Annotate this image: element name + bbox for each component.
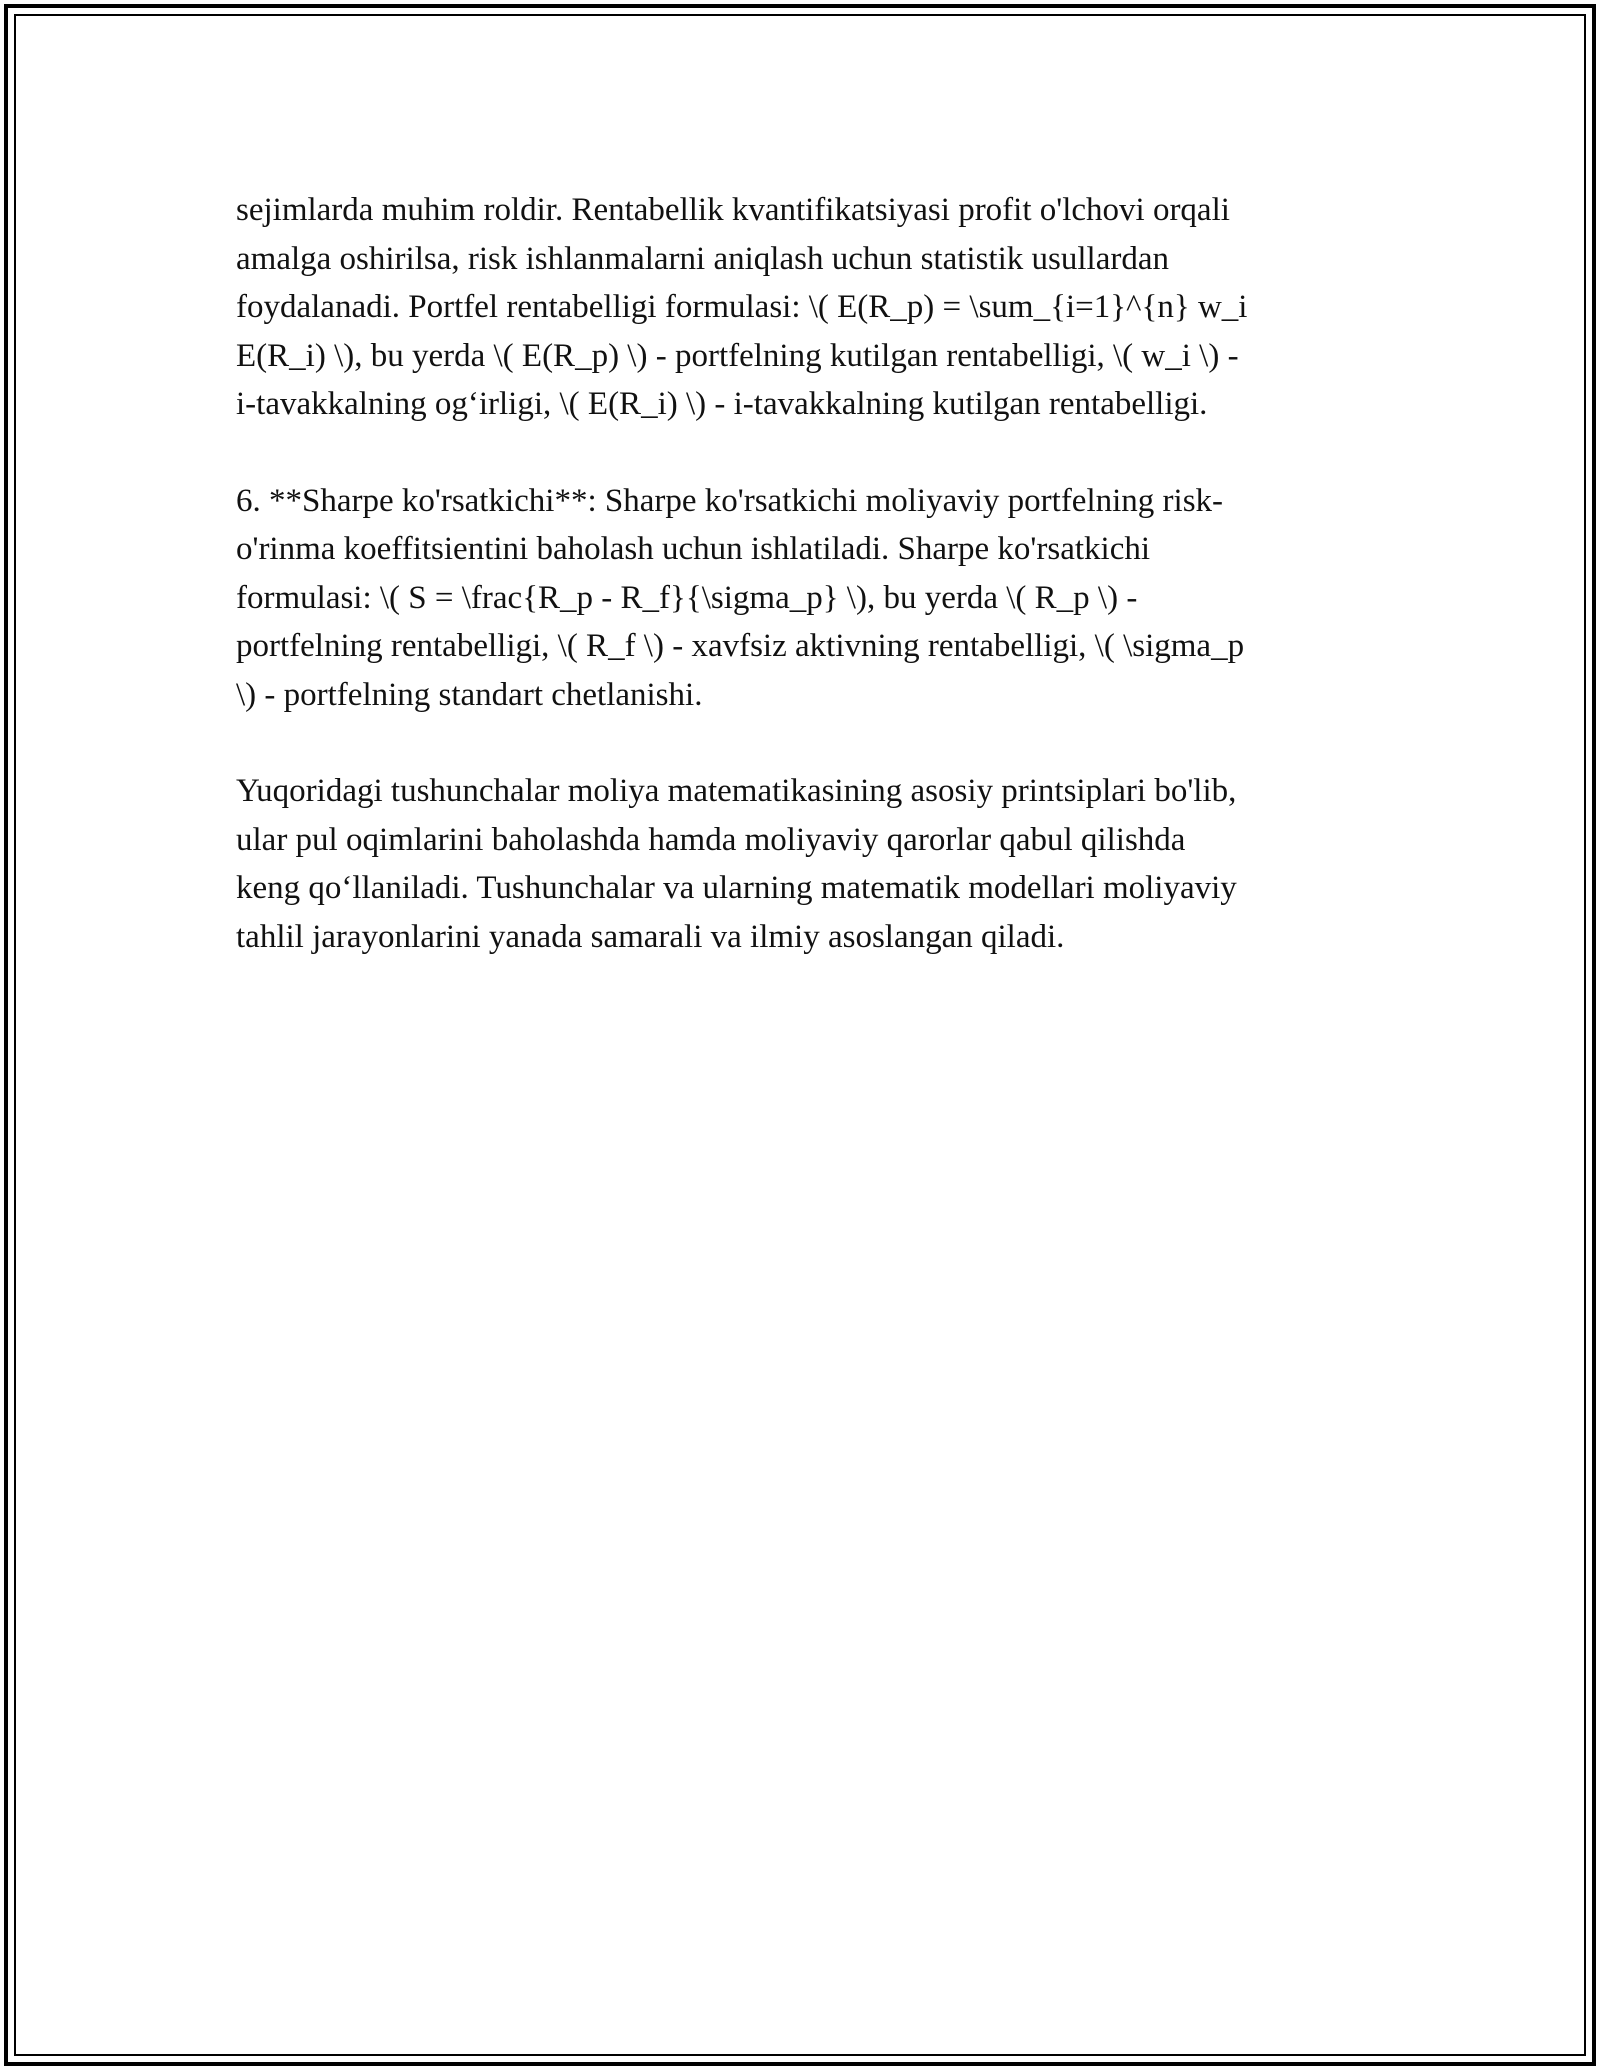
text-line: i-tavakkalning og‘irligi, \( E(R_i) \) - i-tavakkalning kutilgan rentabelligi. (236, 386, 1208, 422)
paragraph-conclusion (236, 767, 1376, 961)
text-line: 6. **Sharpe ko'rsatkichi**: Sharpe ko'rsatkichi moliyaviy portfelning risk- (236, 482, 1224, 519)
text-line: \) - portfelning standart chetlanishi. (236, 676, 703, 713)
text-line: formulasi: \( S = \frac{R_p - R_f}{\sigma_p} \), bu yerda \( R_p \) - (236, 579, 1138, 616)
text-line: o'rinma koeffitsientini baholash uchun ishlatiladi. Sharpe ko'rsatkichi (236, 531, 1151, 567)
text-line: sejimlarda muhim roldir. Rentabellik kvantifikatsiyasi profit o'lchovi orqali (236, 192, 1230, 228)
document-body (236, 186, 1376, 1009)
paragraph-portfolio-return (236, 186, 1376, 429)
text-line: Yuqoridagi tushunchalar moliya matematikasining asosiy printsiplari bo'lib, (236, 773, 1237, 809)
text-line: foydalanadi. Portfel rentabelligi formulasi: \( E(R_p) = \sum_{i=1}^{n} w_i (236, 289, 1248, 325)
paragraph-sharpe-ratio (236, 477, 1376, 720)
text-line: amalga oshirilsa, risk ishlanmalarni aniqlash uchun statistik usullardan (236, 240, 1169, 277)
text-line: E(R_i) \), bu yerda \( E(R_p) \) - portfelning kutilgan rentabelligi, \( w_i \) - (236, 337, 1239, 374)
text-line: portfelning rentabelligi, \( R_f \) - xavfsiz aktivning rentabelligi, \( \sigma_p (236, 628, 1245, 664)
text-line: tahlil jarayonlarini yanada samarali va ilmiy asoslangan qiladi. (236, 918, 1065, 955)
text-line: ular pul oqimlarini baholashda hamda moliyaviy qarorlar qabul qilishda (236, 821, 1186, 858)
text-line: keng qo‘llaniladi. Tushunchalar va ularning matematik modellari moliyaviy (236, 870, 1237, 906)
